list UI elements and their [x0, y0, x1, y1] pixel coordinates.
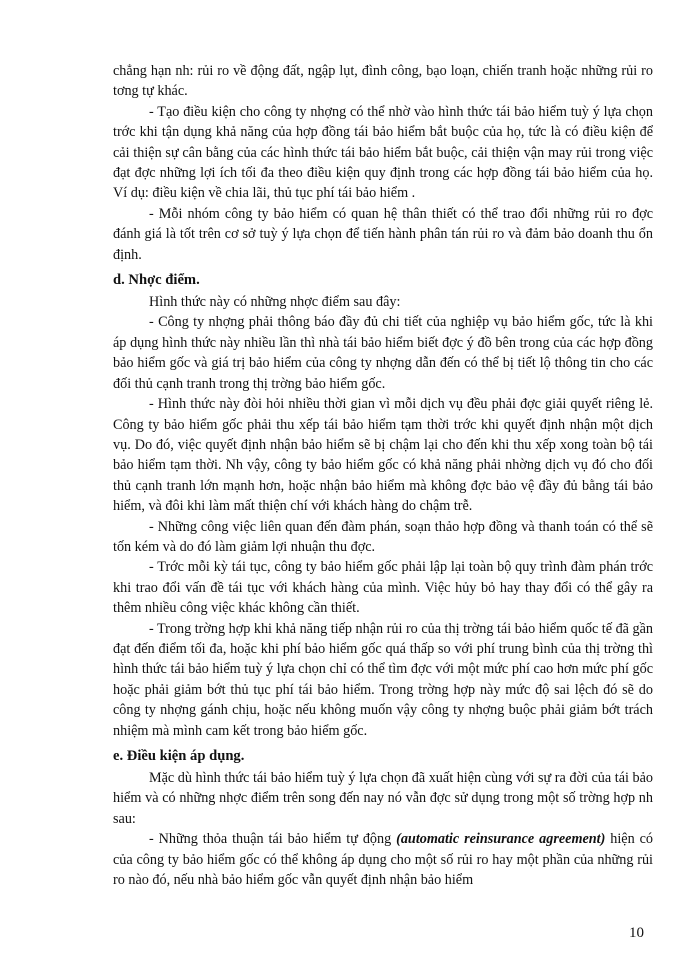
emphasis-term: (automatic reinsurance agreement) [396, 831, 606, 848]
page-number: 10 [629, 925, 644, 941]
section-heading: d. Nhợc điểm. [113, 272, 200, 289]
paragraph: chẳng hạn nh: rủi ro về động đất, ngập lụt, đình công, bạo loạn, chiến tranh hoặc những rủi ro tơng tự khác. [113, 63, 653, 100]
document-body [113, 61, 653, 890]
paragraph [113, 829, 653, 890]
section-heading: e. Điều kiện áp dụng. [113, 748, 245, 764]
paragraph: - Mỗi nhóm công ty bảo hiểm có quan hệ thân thiết có thể trao đổi những rủi ro đợc đánh giá là tốt trên cơ sở tuỳ ý lựa chọn để tiến hành phân tán rủi ro và đảm bảo doanh thu ổn định. [113, 205, 653, 263]
paragraph: - Trớc mỗi kỳ tái tục, công ty bảo hiểm gốc phải lập lại toàn bộ quy trình đàm phán trớc khi trao đổi vấn đề tái tục với khách hàng của mình. Việc hủy bỏ hay thay đổi có thể gây ra thêm nhiều công việc khác không cần thiết. [113, 559, 653, 617]
paragraph: - Tạo điều kiện cho công ty nhợng có thể nhờ vào hình thức tái bảo hiểm tuỳ ý lựa chọn trớc khi tận dụng khả năng của hợp đồng tái bảo hiểm bắt buộc của họ, tức là có điều kiện để cải thiện sự cân bằng của các hình thức tái bảo hiểm bắt buộc, cải thiện vận may rủi trong việc đạt đợc những lợi ích tối đa theo điều kiện quy định trong các hợp đồng tái bảo hiểm của họ. Ví dụ: điều kiện về chia lãi, thủ tục phí tái bảo hiểm . [113, 103, 653, 202]
paragraph: - Hình thức này đòi hỏi nhiều thời gian vì mỗi dịch vụ đều phải đợc giải quyết riêng lẻ. Công ty bảo hiểm gốc phải thu xếp tái bảo hiểm tạm thời trớc khi quyết định nhận một dịch vụ. Do đó, việc quyết định nhận bảo hiểm sẽ bị chậm lại cho đến khi thu xếp xong toàn bộ tái bảo hiểm tạm thời. Nh vậy, công ty bảo hiểm gốc có khả năng phải nhờng dịch vụ đó cho đối thủ cạnh tranh lớn mạnh hơn, hoặc nhận bảo hiểm mà không đợc bảo vệ đầy đủ bằng tái bảo hiểm, và đôi khi làm mất thiện chí với khách hàng do chậm trễ. [113, 396, 653, 515]
paragraph: - Công ty nhợng phải thông báo đầy đủ chi tiết của nghiệp vụ bảo hiểm gốc, tức là khi áp dụng hình thức này nhiều lần thì nhà tái bảo hiểm biết đợc ý đồ bên trong của các hợp đồng bảo hiểm gốc và giá trị bảo hiểm của công ty nhợng dẫn đến có thể bị tiết lộ thông tin cho các đối thủ cạnh tranh trong thị trờng bảo hiểm gốc. [113, 314, 653, 392]
paragraph: Hình thức này có những nhợc điểm sau đây: [149, 294, 401, 311]
paragraph: - Trong trờng hợp khi khả năng tiếp nhận rủi ro của thị trờng tái bảo hiểm quốc tế đã gần đạt đến điểm tối đa, hoặc khi phí bảo hiểm gốc quá thấp so với phí trung bình của thị trờng thì hình thức tái bảo hiểm tuỳ ý lựa chọn chỉ có thể tìm đợc với một mức phí cao hơn mức phí gốc hoặc phải giảm bớt thủ tục phí tái bảo hiểm. Trong trờng hợp này mức độ sai lệch đó sẽ do công ty nhợng gánh chịu, hoặc nếu không muốn vậy công ty nhợng buộc phải giảm bớt trách nhiệm mà mình cam kết trong bảo hiểm gốc. [113, 620, 653, 739]
paragraph: - Những công việc liên quan đến đàm phán, soạn thảo hợp đồng và thanh toán có thể sẽ tốn kém và do đó làm giảm lợi nhuận thu đợc. [113, 518, 653, 555]
paragraph-text: - Những thỏa thuận tái bảo hiểm tự động [149, 831, 397, 848]
paragraph-text: hiện có của công ty bảo hiểm gốc có thể không áp dụng cho một số rủi ro hay một phần của những rủi ro nào đó, nếu nhà bảo hiểm gốc vẫn quyết định nhận bảo hiểm [113, 831, 653, 889]
paragraph: Mặc dù hình thức tái bảo hiểm tuỳ ý lựa chọn đã xuất hiện cùng với sự ra đời của tái bảo hiểm và có những nhợc điểm trên song đến nay nó vẫn đợc sử dụng trong một số trờng hợp nh sau: [113, 770, 653, 827]
